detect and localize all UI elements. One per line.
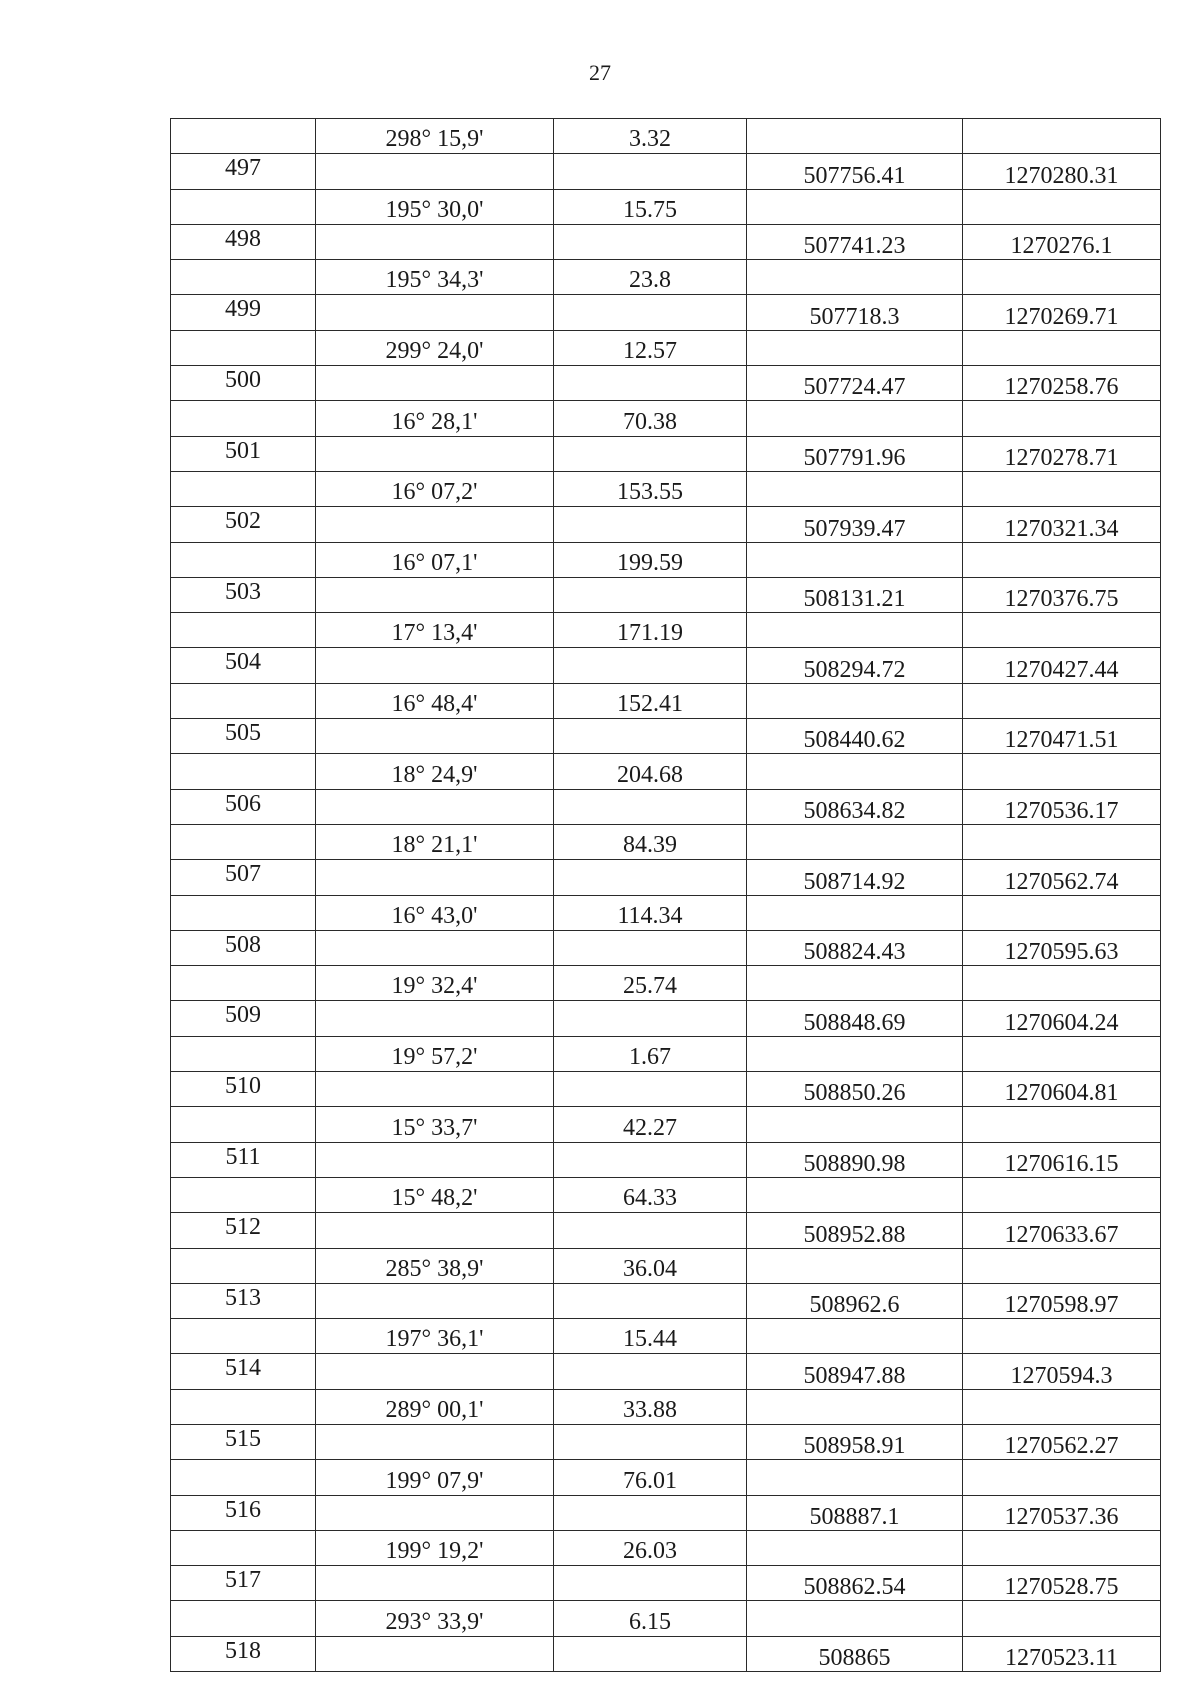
bearing-cell: 199° 19,2'	[316, 1530, 554, 1565]
segment-row	[171, 189, 1161, 224]
segment-row	[171, 754, 1161, 789]
y-coordinate-cell: 1270280.31	[963, 154, 1161, 189]
bearing-cell: 16° 07,1'	[316, 542, 554, 577]
point-number-cell: 507	[171, 860, 316, 895]
point-number-cell: 501	[171, 436, 316, 471]
distance-cell: 26.03	[554, 1530, 747, 1565]
point-row	[171, 507, 1161, 542]
point-row	[171, 295, 1161, 330]
x-coordinate-cell	[747, 401, 963, 436]
x-coordinate-cell: 508714.92	[747, 860, 963, 895]
bearing-cell	[316, 648, 554, 683]
point-number-cell: 512	[171, 1213, 316, 1248]
x-coordinate-cell	[747, 189, 963, 224]
distance-cell	[554, 224, 747, 259]
y-coordinate-cell: 1270471.51	[963, 719, 1161, 754]
segment-row	[171, 330, 1161, 365]
segment-row	[171, 1460, 1161, 1495]
x-coordinate-cell	[747, 471, 963, 506]
segment-row	[171, 1389, 1161, 1424]
segment-row	[171, 613, 1161, 648]
distance-cell: 1.67	[554, 1036, 747, 1071]
x-coordinate-cell: 508890.98	[747, 1142, 963, 1177]
x-coordinate-cell: 508634.82	[747, 789, 963, 824]
x-coordinate-cell	[747, 824, 963, 859]
y-coordinate-cell	[963, 471, 1161, 506]
bearing-cell	[316, 1636, 554, 1671]
bearing-cell: 285° 38,9'	[316, 1248, 554, 1283]
bearing-cell	[316, 1566, 554, 1601]
point-row	[171, 930, 1161, 965]
bearing-cell	[316, 1495, 554, 1530]
x-coordinate-cell	[747, 1177, 963, 1212]
segment-row	[171, 1530, 1161, 1565]
point-number-cell	[171, 1460, 316, 1495]
point-number-cell: 497	[171, 154, 316, 189]
x-coordinate-cell	[747, 754, 963, 789]
distance-cell	[554, 154, 747, 189]
point-row	[171, 1213, 1161, 1248]
x-coordinate-cell: 508952.88	[747, 1213, 963, 1248]
y-coordinate-cell	[963, 330, 1161, 365]
point-number-cell	[171, 1177, 316, 1212]
y-coordinate-cell: 1270604.24	[963, 1001, 1161, 1036]
bearing-cell: 195° 30,0'	[316, 189, 554, 224]
y-coordinate-cell: 1270321.34	[963, 507, 1161, 542]
x-coordinate-cell	[747, 542, 963, 577]
point-row	[171, 1495, 1161, 1530]
point-number-cell: 511	[171, 1142, 316, 1177]
segment-row	[171, 1036, 1161, 1071]
point-row	[171, 648, 1161, 683]
y-coordinate-cell: 1270562.27	[963, 1424, 1161, 1459]
y-coordinate-cell	[963, 401, 1161, 436]
bearing-cell	[316, 436, 554, 471]
point-number-cell	[171, 1389, 316, 1424]
bearing-cell	[316, 1354, 554, 1389]
point-number-cell: 514	[171, 1354, 316, 1389]
bearing-cell: 15° 48,2'	[316, 1177, 554, 1212]
point-number-cell	[171, 1036, 316, 1071]
bearing-cell: 18° 24,9'	[316, 754, 554, 789]
distance-cell	[554, 1636, 747, 1671]
bearing-cell: 18° 21,1'	[316, 824, 554, 859]
point-number-cell: 506	[171, 789, 316, 824]
segment-row	[171, 824, 1161, 859]
x-coordinate-cell	[747, 613, 963, 648]
distance-cell: 204.68	[554, 754, 747, 789]
point-number-cell: 503	[171, 577, 316, 612]
point-number-cell: 505	[171, 719, 316, 754]
y-coordinate-cell	[963, 542, 1161, 577]
y-coordinate-cell: 1270278.71	[963, 436, 1161, 471]
page-number: 27	[589, 60, 611, 85]
bearing-cell	[316, 1072, 554, 1107]
x-coordinate-cell: 508848.69	[747, 1001, 963, 1036]
x-coordinate-cell	[747, 330, 963, 365]
point-number-cell	[171, 824, 316, 859]
distance-cell	[554, 648, 747, 683]
x-coordinate-cell: 508887.1	[747, 1495, 963, 1530]
coordinates-table-container	[170, 118, 1160, 1672]
point-number-cell	[171, 1530, 316, 1565]
point-number-cell: 508	[171, 930, 316, 965]
y-coordinate-cell	[963, 683, 1161, 718]
x-coordinate-cell	[747, 1248, 963, 1283]
bearing-cell: 16° 48,4'	[316, 683, 554, 718]
segment-row	[171, 1319, 1161, 1354]
distance-cell	[554, 1072, 747, 1107]
y-coordinate-cell: 1270427.44	[963, 648, 1161, 683]
point-row	[171, 1001, 1161, 1036]
point-number-cell	[171, 1601, 316, 1636]
point-number-cell: 500	[171, 366, 316, 401]
y-coordinate-cell	[963, 1319, 1161, 1354]
point-number-cell	[171, 966, 316, 1001]
distance-cell	[554, 1213, 747, 1248]
distance-cell	[554, 1142, 747, 1177]
bearing-cell: 195° 34,3'	[316, 260, 554, 295]
y-coordinate-cell: 1270595.63	[963, 930, 1161, 965]
x-coordinate-cell: 507756.41	[747, 154, 963, 189]
point-number-cell: 518	[171, 1636, 316, 1671]
distance-cell: 3.32	[554, 119, 747, 154]
x-coordinate-cell	[747, 260, 963, 295]
y-coordinate-cell	[963, 1389, 1161, 1424]
segment-row	[171, 401, 1161, 436]
distance-cell	[554, 436, 747, 471]
point-row	[171, 1636, 1161, 1671]
x-coordinate-cell: 507741.23	[747, 224, 963, 259]
bearing-cell	[316, 719, 554, 754]
point-row	[171, 366, 1161, 401]
distance-cell: 70.38	[554, 401, 747, 436]
x-coordinate-cell: 508294.72	[747, 648, 963, 683]
x-coordinate-cell: 507939.47	[747, 507, 963, 542]
distance-cell: 171.19	[554, 613, 747, 648]
bearing-cell: 17° 13,4'	[316, 613, 554, 648]
point-row	[171, 1354, 1161, 1389]
bearing-cell	[316, 930, 554, 965]
y-coordinate-cell	[963, 1177, 1161, 1212]
point-number-cell	[171, 401, 316, 436]
distance-cell: 152.41	[554, 683, 747, 718]
y-coordinate-cell: 1270537.36	[963, 1495, 1161, 1530]
point-row	[171, 1072, 1161, 1107]
distance-cell	[554, 930, 747, 965]
segment-row	[171, 1177, 1161, 1212]
bearing-cell	[316, 1213, 554, 1248]
distance-cell: 6.15	[554, 1601, 747, 1636]
bearing-cell	[316, 1142, 554, 1177]
y-coordinate-cell	[963, 1530, 1161, 1565]
distance-cell	[554, 577, 747, 612]
x-coordinate-cell	[747, 1389, 963, 1424]
y-coordinate-cell	[963, 189, 1161, 224]
point-number-cell	[171, 189, 316, 224]
distance-cell: 199.59	[554, 542, 747, 577]
distance-cell	[554, 295, 747, 330]
bearing-cell	[316, 1001, 554, 1036]
y-coordinate-cell: 1270616.15	[963, 1142, 1161, 1177]
bearing-cell: 299° 24,0'	[316, 330, 554, 365]
distance-cell	[554, 789, 747, 824]
y-coordinate-cell: 1270258.76	[963, 366, 1161, 401]
x-coordinate-cell	[747, 1107, 963, 1142]
segment-row	[171, 260, 1161, 295]
coordinates-table	[170, 118, 1161, 1672]
distance-cell	[554, 1001, 747, 1036]
segment-row	[171, 1248, 1161, 1283]
x-coordinate-cell: 507724.47	[747, 366, 963, 401]
y-coordinate-cell	[963, 1036, 1161, 1071]
distance-cell	[554, 719, 747, 754]
distance-cell: 12.57	[554, 330, 747, 365]
bearing-cell: 199° 07,9'	[316, 1460, 554, 1495]
y-coordinate-cell	[963, 824, 1161, 859]
distance-cell: 153.55	[554, 471, 747, 506]
bearing-cell	[316, 366, 554, 401]
bearing-cell	[316, 154, 554, 189]
bearing-cell: 298° 15,9'	[316, 119, 554, 154]
x-coordinate-cell: 508947.88	[747, 1354, 963, 1389]
distance-cell	[554, 1495, 747, 1530]
segment-row	[171, 119, 1161, 154]
x-coordinate-cell	[747, 119, 963, 154]
y-coordinate-cell: 1270276.1	[963, 224, 1161, 259]
x-coordinate-cell: 508824.43	[747, 930, 963, 965]
distance-cell	[554, 860, 747, 895]
distance-cell	[554, 507, 747, 542]
point-row	[171, 224, 1161, 259]
y-coordinate-cell: 1270633.67	[963, 1213, 1161, 1248]
point-number-cell	[171, 260, 316, 295]
bearing-cell	[316, 507, 554, 542]
bearing-cell	[316, 1424, 554, 1459]
y-coordinate-cell: 1270562.74	[963, 860, 1161, 895]
distance-cell: 23.8	[554, 260, 747, 295]
bearing-cell: 197° 36,1'	[316, 1319, 554, 1354]
point-row	[171, 1283, 1161, 1318]
y-coordinate-cell	[963, 754, 1161, 789]
y-coordinate-cell: 1270594.3	[963, 1354, 1161, 1389]
distance-cell: 15.75	[554, 189, 747, 224]
point-number-cell	[171, 895, 316, 930]
distance-cell	[554, 1424, 747, 1459]
point-row	[171, 1566, 1161, 1601]
point-row	[171, 789, 1161, 824]
distance-cell	[554, 1566, 747, 1601]
y-coordinate-cell: 1270604.81	[963, 1072, 1161, 1107]
segment-row	[171, 683, 1161, 718]
distance-cell: 33.88	[554, 1389, 747, 1424]
x-coordinate-cell: 508865	[747, 1636, 963, 1671]
x-coordinate-cell: 508440.62	[747, 719, 963, 754]
y-coordinate-cell: 1270536.17	[963, 789, 1161, 824]
x-coordinate-cell	[747, 1036, 963, 1071]
x-coordinate-cell: 507718.3	[747, 295, 963, 330]
x-coordinate-cell	[747, 1319, 963, 1354]
point-number-cell	[171, 613, 316, 648]
x-coordinate-cell: 508862.54	[747, 1566, 963, 1601]
x-coordinate-cell	[747, 1460, 963, 1495]
y-coordinate-cell: 1270376.75	[963, 577, 1161, 612]
bearing-cell: 293° 33,9'	[316, 1601, 554, 1636]
distance-cell: 84.39	[554, 824, 747, 859]
bearing-cell	[316, 295, 554, 330]
y-coordinate-cell	[963, 119, 1161, 154]
y-coordinate-cell	[963, 895, 1161, 930]
x-coordinate-cell: 508850.26	[747, 1072, 963, 1107]
bearing-cell: 19° 57,2'	[316, 1036, 554, 1071]
point-number-cell	[171, 471, 316, 506]
bearing-cell	[316, 224, 554, 259]
x-coordinate-cell	[747, 966, 963, 1001]
y-coordinate-cell: 1270269.71	[963, 295, 1161, 330]
y-coordinate-cell	[963, 1248, 1161, 1283]
x-coordinate-cell: 507791.96	[747, 436, 963, 471]
point-number-cell: 516	[171, 1495, 316, 1530]
point-number-cell: 515	[171, 1424, 316, 1459]
point-row	[171, 1142, 1161, 1177]
x-coordinate-cell	[747, 895, 963, 930]
segment-row	[171, 1107, 1161, 1142]
point-number-cell: 517	[171, 1566, 316, 1601]
point-number-cell: 502	[171, 507, 316, 542]
segment-row	[171, 542, 1161, 577]
x-coordinate-cell: 508131.21	[747, 577, 963, 612]
y-coordinate-cell	[963, 613, 1161, 648]
point-row	[171, 154, 1161, 189]
bearing-cell	[316, 789, 554, 824]
point-number-cell	[171, 542, 316, 577]
point-number-cell: 509	[171, 1001, 316, 1036]
bearing-cell	[316, 577, 554, 612]
x-coordinate-cell: 508962.6	[747, 1283, 963, 1318]
point-number-cell: 510	[171, 1072, 316, 1107]
distance-cell: 114.34	[554, 895, 747, 930]
point-row	[171, 1424, 1161, 1459]
distance-cell: 15.44	[554, 1319, 747, 1354]
x-coordinate-cell	[747, 683, 963, 718]
bearing-cell: 16° 07,2'	[316, 471, 554, 506]
distance-cell: 25.74	[554, 966, 747, 1001]
point-number-cell: 513	[171, 1283, 316, 1318]
point-number-cell: 499	[171, 295, 316, 330]
point-number-cell: 504	[171, 648, 316, 683]
y-coordinate-cell: 1270528.75	[963, 1566, 1161, 1601]
point-number-cell	[171, 330, 316, 365]
point-number-cell	[171, 1319, 316, 1354]
point-row	[171, 860, 1161, 895]
y-coordinate-cell	[963, 260, 1161, 295]
y-coordinate-cell: 1270598.97	[963, 1283, 1161, 1318]
segment-row	[171, 966, 1161, 1001]
table-body	[171, 119, 1161, 1672]
bearing-cell: 16° 28,1'	[316, 401, 554, 436]
distance-cell: 42.27	[554, 1107, 747, 1142]
x-coordinate-cell: 508958.91	[747, 1424, 963, 1459]
distance-cell	[554, 366, 747, 401]
y-coordinate-cell	[963, 1107, 1161, 1142]
x-coordinate-cell	[747, 1601, 963, 1636]
segment-row	[171, 1601, 1161, 1636]
point-row	[171, 577, 1161, 612]
segment-row	[171, 471, 1161, 506]
bearing-cell: 16° 43,0'	[316, 895, 554, 930]
distance-cell	[554, 1283, 747, 1318]
distance-cell: 36.04	[554, 1248, 747, 1283]
point-row	[171, 436, 1161, 471]
bearing-cell: 19° 32,4'	[316, 966, 554, 1001]
point-number-cell	[171, 683, 316, 718]
y-coordinate-cell	[963, 1460, 1161, 1495]
x-coordinate-cell	[747, 1530, 963, 1565]
distance-cell: 76.01	[554, 1460, 747, 1495]
bearing-cell: 15° 33,7'	[316, 1107, 554, 1142]
point-number-cell	[171, 119, 316, 154]
point-number-cell: 498	[171, 224, 316, 259]
bearing-cell	[316, 860, 554, 895]
point-number-cell	[171, 1248, 316, 1283]
point-number-cell	[171, 1107, 316, 1142]
y-coordinate-cell	[963, 966, 1161, 1001]
y-coordinate-cell	[963, 1601, 1161, 1636]
distance-cell	[554, 1354, 747, 1389]
y-coordinate-cell: 1270523.11	[963, 1636, 1161, 1671]
point-row	[171, 719, 1161, 754]
point-number-cell	[171, 754, 316, 789]
bearing-cell	[316, 1283, 554, 1318]
distance-cell: 64.33	[554, 1177, 747, 1212]
segment-row	[171, 895, 1161, 930]
bearing-cell: 289° 00,1'	[316, 1389, 554, 1424]
